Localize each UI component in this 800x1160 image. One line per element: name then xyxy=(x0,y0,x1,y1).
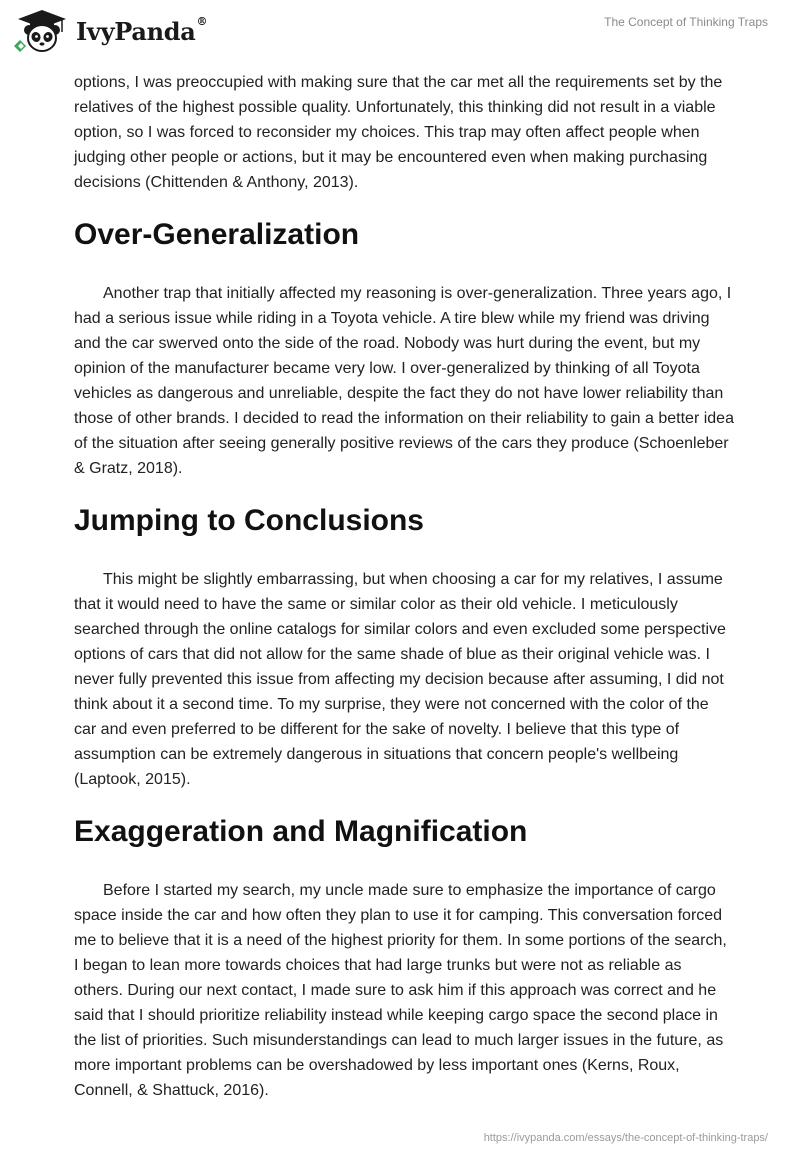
brand-name: IvyPanda® xyxy=(76,14,208,46)
section-heading: Over-Generalization xyxy=(74,218,360,251)
brand-logo[interactable] xyxy=(14,8,207,54)
section-paragraph: Another trap that initially affected my reasoning is over-generalization. Three years ago, I had a serious issue while riding in a Toyota vehicle. A tire blew while my friend was driving and the car swerved onto the side of the road. Nobody was hurt during the event, but my opinion of the manufacturer became very low. I over-generalized by thinking of all Toyota vehicles as dangerous and unreliable, despite the fact they do not have lower reliability than those of other brands. I decided to read the information on their reliability to gain a better idea of the situation after seeing generally positive reviews of the cars they produce (Schoenleber & Gratz, 2018). xyxy=(74,285,734,477)
section-heading: Exaggeration and Magnification xyxy=(74,815,528,848)
intro-paragraph: options, I was preoccupied with making sure that the car met all the requirements set by the relatives of the highest possible quality. Unfortunately, this thinking did not result in a viable option, so I was forced to reconsider my choices. This trap may often affect people when judging other people or actions, but it may be encountered even when making purchasing decisions (Chittenden & Anthony, 2013). xyxy=(74,74,723,191)
section-paragraph: Before I started my search, my uncle made sure to emphasize the importance of cargo space inside the car and how often they plan to use it for camping. This conversation forced me to believe that it is a need of the highest priority for them. In some portions of the search, I began to lean more towards choices that had large trunks but were not as reliable as others. During our next contact, I made sure to ask him if this approach was correct and he said that I should prioritize reliability instead while keeping cargo space the second place in the list of priorities. Such misunderstandings can lead to much larger issues in the future, as more important problems can be overshadowed by less important ones (Kerns, Roux, Connell, & Shattuck, 2016). xyxy=(74,882,727,1099)
section-paragraph: This might be slightly embarrassing, but when choosing a car for my relatives, I assume that it would need to have the same or similar color as their old vehicle. I meticulously searched through the online catalogs for similar colors and even excluded some perspective options of cars that did not allow for the same shade of blue as their original vehicle was. I never fully prevented this issue from affecting my decision because after assuming, I did not think about it a second time. To my surprise, they were not concerned with the color of the car and even preferred to be different for the sake of novelty. I believe that this type of assumption can be extremely dangerous in situations that concern people's wellbeing (Laptook, 2015). xyxy=(74,571,726,788)
essay-body xyxy=(74,70,734,1103)
source-url-link[interactable]: https://ivypanda.com/essays/the-concept-of-thinking-traps/ xyxy=(483,1132,768,1144)
page-header xyxy=(0,0,800,72)
document-title: The Concept of Thinking Traps xyxy=(604,15,768,29)
panda-graduation-cap-icon xyxy=(14,8,70,54)
section-heading: Jumping to Conclusions xyxy=(74,504,424,537)
